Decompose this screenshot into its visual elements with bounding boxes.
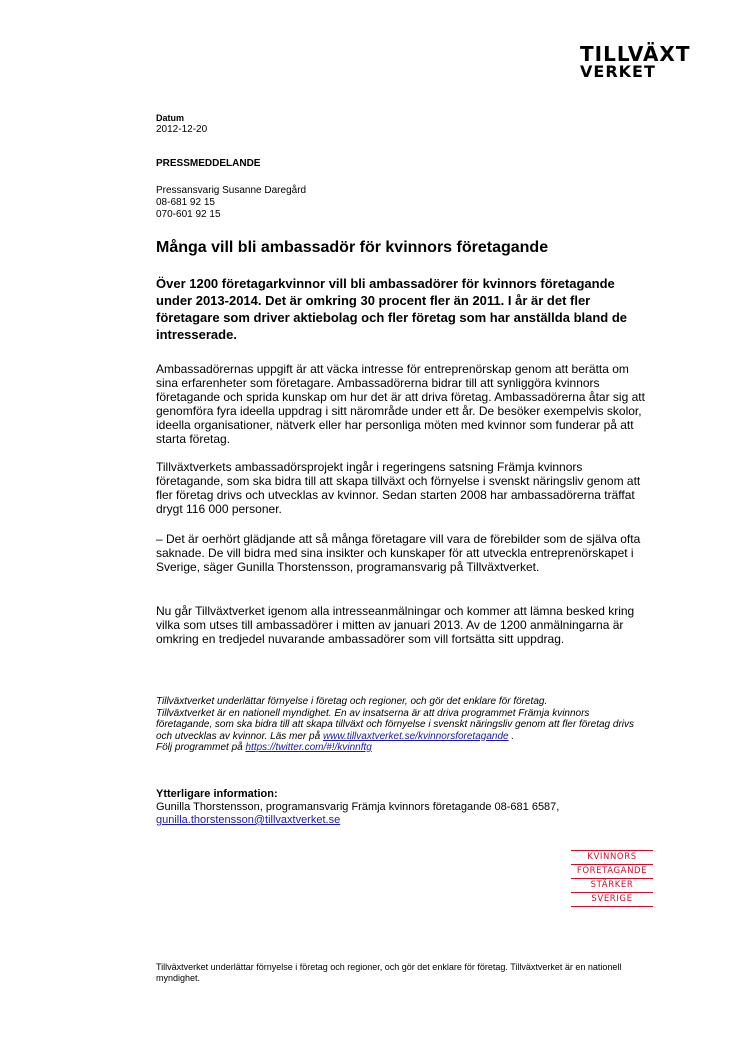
about-text-2: Tillväxtverket är en nationell myndighet. En av insatserna är att driva programmet Främja kvinnors företagande, som ska bidra till att skapa tillväxt och förnyelse i svenskt näringsliv genom att fler företag drivs och utvecklas av kvinnor. Läs mer på (156, 707, 635, 742)
headline: Många vill bli ambassadör för kvinnors företagande (156, 239, 549, 256)
program-website-link[interactable]: www.tillvaxtverket.se/kvinnorsforetagande (322, 730, 509, 742)
contact-email-link[interactable]: gunilla.thorstensson@tillvaxtverket.se (156, 814, 341, 826)
body-paragraph: – Det är oerhört glädjande att så många företagare vill vara de förebilder som de själva ofta saknade. De vill bidra med sina insikter och kunskaper för att utveckla entreprenörskapet i Sverige, säger Gunilla Thorstensson, programansvarig på Tillväxtverket. (156, 532, 641, 574)
contact-person: Pressansvarig Susanne Daregård (156, 185, 307, 196)
contact-block (156, 185, 656, 221)
body-paragraph: Tillväxtverkets ambassadörsprojekt ingår i regeringens satsning Främja kvinnors företagande, som ska bidra till att skapa tillväxt och förnyelse i svenskt näringsliv genom att fler företag drivs och utvecklas av kvinnor. Sedan starten 2008 har ambassadörerna träffat drygt 116 000 personer. (156, 460, 641, 516)
contact-phone-1: 08-681 92 15 (156, 197, 215, 208)
body-paragraph: Ambassadörernas uppgift är att väcka intresse för entreprenörskap genom att berätta om sina erfarenheter som företagare. Ambassadörerna bidrar till att synliggöra kvinnors företagande och sprida kunskap om hur det är att driva företag. Ambassadörerna åtar sig att genomföra fyra ideella uppdrag i sitt närområde under ett år. De besöker exempelvis skolor, ideella organisationer, nätverk eller har personliga möten med kvinnor som funderar på att starta företag. (156, 362, 645, 446)
about-block (156, 696, 646, 754)
body-paragraph: Nu går Tillväxtverket igenom alla intresseanmälningar och kommer att lämna besked kring vilka som utses till ambassadörer i mitten av januari 2013. Av de 1200 anmälningarna är omkring en tredjedel nuvarande ambassadörer som vill fortsätta sitt uppdrag. (156, 604, 635, 646)
more-info-heading: Ytterligare information: (156, 788, 278, 800)
date-value: 2012-12-20 (156, 124, 208, 135)
more-info-text: Gunilla Thorstensson, programansvarig Främja kvinnors företagande 08-681 6587, (156, 801, 560, 813)
badge-line-4: SVERIGE (571, 892, 653, 907)
follow-line (156, 742, 646, 754)
tillvaxtverket-logo (580, 42, 691, 81)
date-label: Datum (156, 113, 185, 123)
badge-line-3: STÄRKER (571, 878, 653, 892)
date-block (156, 112, 656, 136)
press-release-label: PRESSMEDDELANDE (156, 158, 261, 169)
logo-line-2: VERKET (580, 62, 656, 81)
page-footer: Tillväxtverket underlättar förnyelse i företag och regioner, och gör det enklare för företag. Tillväxtverket är en nationell myndighet. (156, 962, 622, 983)
about-line-1: Tillväxtverket underlättar förnyelse i företag och regioner, och gör det enklare för företag. (156, 696, 548, 707)
badge-line-1: KVINNORS (571, 850, 653, 864)
about-text-3: . (508, 730, 515, 742)
kvinnors-foretagande-badge (571, 850, 653, 907)
logo-line-1: TILLVÄXT (580, 42, 691, 66)
headline-block (156, 238, 656, 258)
lead-paragraph: Över 1200 företagarkvinnor vill bli ambassadörer för kvinnors företagande under 2013-2014. Det är omkring 30 procent fler än 2011. I år är det fler företagare som driver aktiebolag och fler företag som har anställda bland de intresserade. (156, 276, 628, 342)
twitter-link[interactable]: https://twitter.com/#!/kvinnftg (245, 742, 372, 753)
about-text (156, 708, 646, 743)
contact-phone-2: 070-601 92 15 (156, 209, 221, 220)
more-info-block (156, 788, 656, 827)
badge-line-2: FÖRETAGANDE (571, 864, 653, 878)
follow-text: Följ programmet på (156, 742, 246, 753)
